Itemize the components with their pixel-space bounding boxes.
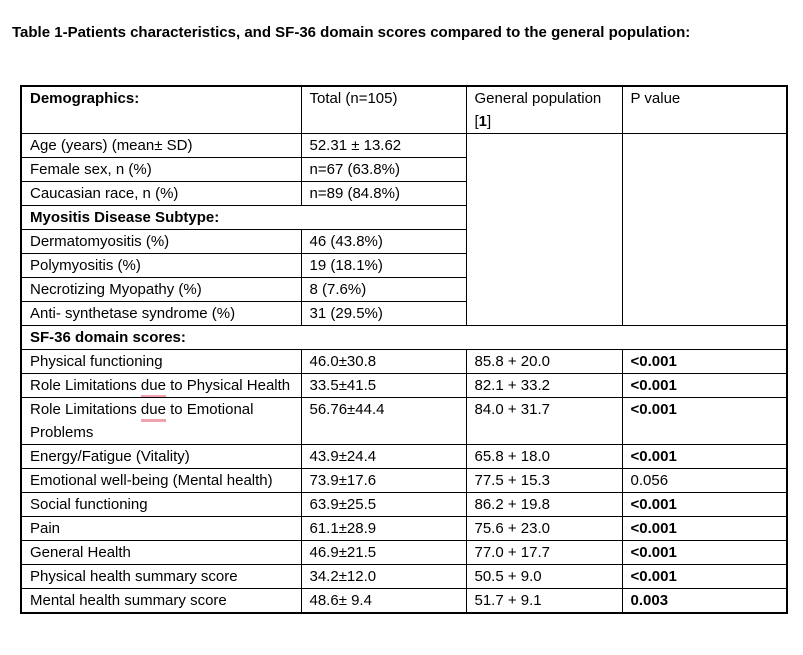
row-total: 61.1±28.9 xyxy=(301,517,466,541)
row-label: Necrotizing Myopathy (%) xyxy=(21,278,301,302)
row-total: 56.76±44.4 xyxy=(301,398,466,445)
row-label: Mental health summary score xyxy=(21,589,301,614)
header-demographics: Demographics: xyxy=(21,86,301,134)
row-general-population: 51.7 + 9.1 xyxy=(466,589,622,614)
shaded-p-value-cell xyxy=(622,134,787,326)
table-row-age xyxy=(21,134,787,158)
row-general-population: 86.2 + 19.8 xyxy=(466,493,622,517)
row-label: Role Limitations due to Emotional Problems xyxy=(21,398,301,445)
row-total: 46.0±30.8 xyxy=(301,350,466,374)
row-total: 73.9±17.6 xyxy=(301,469,466,493)
row-total: 34.2±12.0 xyxy=(301,565,466,589)
row-general-population: 85.8 + 20.0 xyxy=(466,350,622,374)
row-label: Anti- synthetase syndrome (%) xyxy=(21,302,301,326)
header-p-value: P value xyxy=(622,86,787,134)
row-p-value: <0.001 xyxy=(622,541,787,565)
table-row-physical-functioning xyxy=(21,350,787,374)
row-total: 31 (29.5%) xyxy=(301,302,466,326)
header-total: Total (n=105) xyxy=(301,86,466,134)
row-label: Emotional well-being (Mental health) xyxy=(21,469,301,493)
table-row-general-health xyxy=(21,541,787,565)
row-label: Role Limitations due to Physical Health xyxy=(21,374,301,398)
row-general-population: 77.5 + 15.3 xyxy=(466,469,622,493)
table-row-energy-fatigue xyxy=(21,445,787,469)
shaded-general-population-cell xyxy=(466,134,622,326)
row-total: 43.9±24.4 xyxy=(301,445,466,469)
row-total: 48.6± 9.4 xyxy=(301,589,466,614)
row-general-population: 65.8 + 18.0 xyxy=(466,445,622,469)
row-label: General Health xyxy=(21,541,301,565)
section-label-sf36: SF-36 domain scores: xyxy=(21,326,787,350)
row-p-value: <0.001 xyxy=(622,445,787,469)
row-total: 63.9±25.5 xyxy=(301,493,466,517)
table-row-sf36-section xyxy=(21,326,787,350)
row-label: Polymyositis (%) xyxy=(21,254,301,278)
table-header-row xyxy=(21,86,787,134)
citation-ref-number: 1 xyxy=(478,113,488,130)
row-total: 33.5±41.5 xyxy=(301,374,466,398)
row-p-value: <0.001 xyxy=(622,350,787,374)
row-p-value: <0.001 xyxy=(622,374,787,398)
spellcheck-underlined-word: due xyxy=(141,377,166,398)
row-label: Dermatomyositis (%) xyxy=(21,230,301,254)
row-general-population: 84.0 + 31.7 xyxy=(466,398,622,445)
row-p-value: <0.001 xyxy=(622,517,787,541)
row-label: Female sex, n (%) xyxy=(21,158,301,182)
row-p-value: 0.003 xyxy=(622,589,787,614)
row-label: Pain xyxy=(21,517,301,541)
row-label: Physical health summary score xyxy=(21,565,301,589)
table-row-physical-summary xyxy=(21,565,787,589)
header-general-population xyxy=(466,86,622,134)
row-general-population: 50.5 + 9.0 xyxy=(466,565,622,589)
row-p-value: <0.001 xyxy=(622,565,787,589)
row-label: Energy/Fatigue (Vitality) xyxy=(21,445,301,469)
row-general-population: 75.6 + 23.0 xyxy=(466,517,622,541)
row-p-value: <0.001 xyxy=(622,398,787,445)
row-general-population: 77.0 + 17.7 xyxy=(466,541,622,565)
table-row-mental-summary xyxy=(21,589,787,614)
table-row-role-limitations-physical xyxy=(21,374,787,398)
row-total: n=89 (84.8%) xyxy=(301,182,466,206)
row-label: Caucasian race, n (%) xyxy=(21,182,301,206)
table-row-emotional-wellbeing xyxy=(21,469,787,493)
table-row-pain xyxy=(21,517,787,541)
row-total: 46.9±21.5 xyxy=(301,541,466,565)
row-label: Age (years) (mean± SD) xyxy=(21,134,301,158)
row-total: 19 (18.1%) xyxy=(301,254,466,278)
row-total: 52.31 ± 13.62 xyxy=(301,134,466,158)
spellcheck-underlined-word: due xyxy=(141,401,166,422)
table-row-role-limitations-emotional xyxy=(21,398,787,445)
row-p-value: <0.001 xyxy=(622,493,787,517)
sf36-table xyxy=(20,85,788,614)
table-row-social-functioning xyxy=(21,493,787,517)
row-general-population: 82.1 + 33.2 xyxy=(466,374,622,398)
section-label-myositis-subtype: Myositis Disease Subtype: xyxy=(21,206,466,230)
row-total: 8 (7.6%) xyxy=(301,278,466,302)
row-label: Social functioning xyxy=(21,493,301,517)
row-label: Physical functioning xyxy=(21,350,301,374)
header-general-population-text: General population xyxy=(474,90,602,107)
row-total: 46 (43.8%) xyxy=(301,230,466,254)
row-p-value: 0.056 xyxy=(622,469,787,493)
row-total: n=67 (63.8%) xyxy=(301,158,466,182)
citation-ref: [1] xyxy=(474,113,492,130)
table-caption: Table 1-Patients characteristics, and SF-36 domain scores compared to the general population: xyxy=(12,24,691,41)
